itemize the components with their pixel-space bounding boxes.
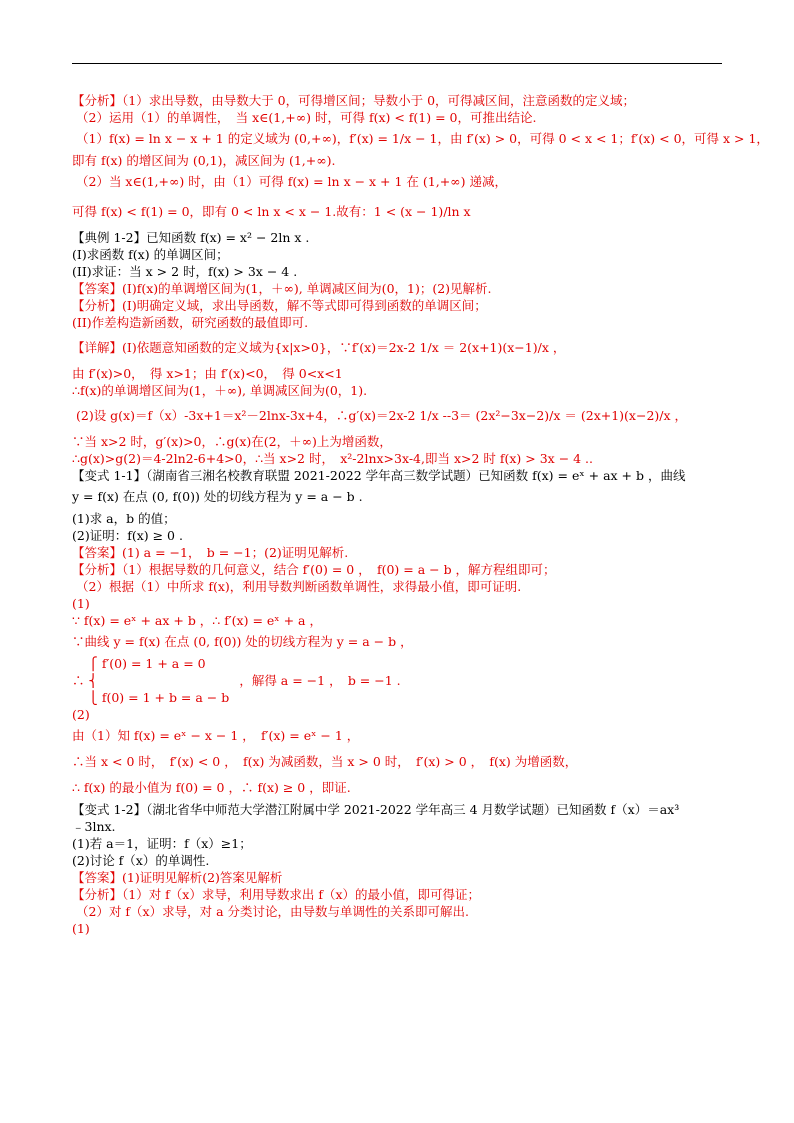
text-line: (II)作差构造新函数，研究函数的最值即可. (72, 315, 309, 330)
text-line: 由（1）知 f(x) = eˣ − x − 1 ， f′(x) = eˣ − 1 ， (72, 728, 360, 743)
text-line: ∴g(x)>g(2)＝4-2ln2-6+4>0，∴当 x>2 时， x²-2lnx>3x-4,即当 x>2 时 f(x) > 3x − 4 .. (72, 451, 594, 466)
text-line: (1) (72, 921, 90, 936)
text-line: ∴f(x)的单调增区间为(1，＋∞), 单调减区间为(0，1). (72, 383, 368, 398)
text-line: (2) (72, 707, 90, 722)
text-line: (I)求函数 f(x) 的单调区间； (72, 247, 229, 262)
document-body (72, 92, 769, 937)
text-line: （2）对 f（x）求导，对 a 分类讨论，由导数与单调性的关系即可解出. (76, 904, 469, 919)
text-line: (1)求 a，b 的值； (72, 511, 176, 526)
text-line: 【详解】(I)依题意知函数的定义域为{x|x>0}，∵f′(x)＝2x-2 1/x ＝ 2(x+1)(x−1)/x ， (72, 340, 566, 355)
text-line: ∵曲线 y = f(x) 在点 (0, f(0)) 处的切线方程为 y = a − b ， (72, 634, 413, 649)
text-line: ﹣3lnx. (72, 819, 116, 834)
text-line: 【分析】（1）求出导数，由导数大于 0，可得增区间；导数小于 0，可得减区间，注意函数的定义域； (72, 93, 636, 108)
text-line: 即有 f(x) 的增区间为 (0,1)，减区间为 (1,+∞). (72, 153, 336, 168)
text-line: (2)讨论 f（x）的单调性. (72, 853, 210, 868)
text-line: （2）当 x∈(1,+∞) 时，由（1）可得 f(x) = ln x − x + 1 在 (1,+∞) 递减， (76, 174, 507, 189)
text-line: ⎩ f(0) = 1 + b = a − b (72, 690, 230, 705)
text-line: ∴ f(x) 的最小值为 f(0) = 0 ，∴ f(x) ≥ 0 ，即证. (72, 780, 351, 795)
text-line: 【典例 1-2】已知函数 f(x) = x² − 2ln x . (72, 230, 310, 245)
header-rule (72, 63, 722, 64)
text-line: ∵当 x>2 时，g′(x)>0，∴g(x)在(2，＋∞)上为增函数， (72, 434, 392, 449)
text-line: (2)设 g(x)＝f（x）-3x+1＝x²－2lnx-3x+4，∴g′(x)＝2x-2 1/x --3＝ (2x²−3x−2)/x ＝ (2x+1)(x−2)/x ， (76, 408, 688, 423)
text-line: 【分析】（1）根据导数的几何意义，结合 f′(0) = 0 ， f(0) = a − b ，解方程组即可； (72, 562, 556, 577)
text-line: (II)求证：当 x > 2 时，f(x) > 3x − 4 . (72, 264, 298, 279)
text-line: 可得 f(x) < f(1) = 0，即有 0 < ln x < x − 1.故有：1 < (x − 1)/ln x (72, 204, 471, 219)
text-line: （1）f(x) = ln x − x + 1 的定义域为 (0,+∞)，f′(x) = 1/x − 1，由 f′(x) > 0，可得 0 < x < 1；f′(x) < 0，可得 x > 1， (76, 131, 769, 146)
text-line: 【分析】(I)明确定义域，求出导函数，解不等式即可得到函数的单调区间； (72, 298, 487, 313)
text-line: ∵ f(x) = eˣ + ax + b ，∴ f′(x) = eˣ + a ， (72, 613, 322, 628)
text-line: (1) (72, 596, 90, 611)
text-line: （2）根据（1）中所求 f(x)，利用导数判断函数单调性，求得最小值，即可证明. (76, 579, 522, 594)
text-line: 【变式 1-2】（湖北省华中师范大学潜江附属中学 2021-2022 学年高三 4 月数学试题）已知函数 f（x）＝ax³ (72, 802, 680, 817)
text-line: 【答案】(1)证明见解析(2)答案见解析 (72, 870, 283, 885)
text-line: ∴当 x < 0 时， f′(x) < 0 ， f(x) 为减函数，当 x > 0 时， f′(x) > 0 ， f(x) 为增函数， (72, 754, 578, 769)
text-line: y = f(x) 在点 (0, f(0)) 处的切线方程为 y = a − b . (72, 489, 363, 504)
text-line: (1)若 a＝1，证明：f（x）≥1； (72, 836, 252, 851)
text-line: ∴ ⎨ ，解得 a = −1 ， b = −1 . (72, 673, 401, 688)
text-line: 【变式 1-1】（湖南省三湘名校教育联盟 2021-2022 学年高三数学试题）已知函数 f(x) = eˣ + ax + b ，曲线 (72, 468, 686, 483)
text-line: 由 f′(x)>0， 得 x>1；由 f′(x)<0， 得 0<x<1 (72, 366, 343, 381)
text-line: ⎧ f′(0) = 1 + a = 0 (72, 656, 206, 671)
text-line: 【答案】(I)f(x)的单调增区间为(1，＋∞), 单调减区间为(0，1)；(2)见解析. (72, 281, 492, 296)
text-line: （2）运用（1）的单调性， 当 x∈(1,+∞) 时，可得 f(x) < f(1) = 0，可推出结论. (76, 110, 537, 125)
text-line: 【答案】(1) a = −1， b = −1；(2)证明见解析. (72, 545, 349, 560)
text-line: (2)证明：f(x) ≥ 0 . (72, 528, 183, 543)
text-line: 【分析】（1）对 f（x）求导，利用导数求出 f（x）的最小值，即可得证； (72, 887, 481, 902)
